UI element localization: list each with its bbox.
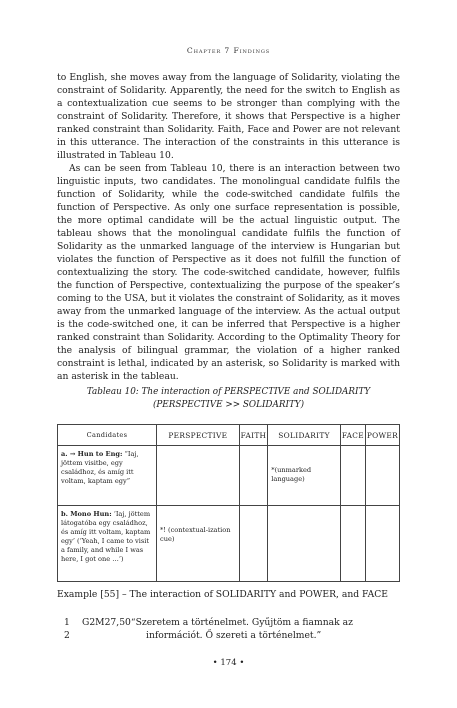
header-solidarity: SOLIDARITY [268, 425, 341, 446]
candidate-a-text: “Iaj, jöttem visitbe, egy családhoz, és amíg itt voltam, kaptam egy” [61, 450, 139, 485]
tableau-row-a [58, 446, 400, 506]
example-title: Example [55] – The interaction of SOLIDARITY and POWER, and FACE [57, 589, 388, 600]
line-number: 2 [64, 630, 70, 641]
header-candidates: Candidates [58, 425, 157, 446]
cell-b-perspective: *! (contextual-ization cue) [157, 506, 240, 582]
header-face: FACE [340, 425, 365, 446]
tableau-caption-line-2: (PERSPECTIVE >> SOLIDARITY) [152, 400, 305, 410]
tableau-header-row [58, 425, 400, 446]
tableau-caption-line-1: Tableau 10: The interaction of PERSPECTIVE and SOLIDARITY [86, 387, 371, 397]
candidate-a-label: a. → Hun to Eng: [61, 450, 123, 458]
candidate-a [58, 446, 157, 506]
example-line-2 [64, 629, 321, 642]
tableau-caption [57, 386, 400, 412]
body-text [57, 71, 400, 383]
cell-a-faith [239, 446, 268, 506]
cell-a-perspective [157, 446, 240, 506]
page-number: • 174 • [212, 658, 245, 668]
example-line-1 [64, 616, 353, 629]
cell-a-solidarity: *(unmarked language) [268, 446, 341, 506]
cell-a-power [365, 446, 399, 506]
header-perspective: PERSPECTIVE [157, 425, 240, 446]
header-faith: FAITH [239, 425, 268, 446]
speaker-code: G2M27,50 [82, 617, 131, 628]
paragraph: As can be seen from Tableau 10, there is an interaction between two linguistic inputs, two candidates. The monolingual candidate fulfils the function of Solidarity, while the code-switched candidate fulfils the function of Perspective. As only one surface representation is possible, the more optimal candidate will be the actual linguistic output. The tableau shows that the monolingual candidate fulfils the function of Solidarity as the unmarked language of the interview is Hungarian but violates the function of Perspective as it does not fulfill the function of contextualizing the story. The code-switched candidate, however, fulfils the function of Perspective, contextualizing the purpose of the speaker’s coming to the USA, but it violates the constraint of Solidarity, as it moves away from the unmarked language of the interview. As the actual output is the code-switched one, it can be inferred that Perspective is a higher ranked constraint than Solidarity. According to the Optimality Theory for the analysis of bilingual grammar, the violation of a higher ranked constraint is lethal, indicated by an asterisk, so Solidarity is marked with an asterisk in the tableau. [57, 163, 400, 382]
cell-b-power [365, 506, 399, 582]
candidate-b-text: ‘Iaj, jöttem látogatóba egy családhoz, és amíg itt voltam, kaptam egy’ (‘Yeah, I came to visit a family, and while I was here, I got one …’) [61, 510, 151, 563]
paragraph: to English, she moves away from the language of Solidarity, violating the constraint of Solidarity. Apparently, the need for the switch to English as a contextualization cue seems to be stronger than complying with the constraint of Solidarity. Therefore, it shows that Perspective is a higher ranked constraint than Solidarity. Faith, Face and Power are not relevant in this utterance. The interaction of the constraints in this utterance is illustrated in Tableau 10. [57, 72, 400, 161]
utterance-text: “Szeretem a történelmet. Gyűjtöm a fiamnak az [130, 617, 353, 628]
line-number: 1 [64, 617, 70, 628]
tableau-row-b [58, 506, 400, 582]
running-head: Chapter 7 Findings [186, 46, 271, 55]
candidate-b-label: b. Mono Hun: [61, 510, 112, 518]
utterance-text: információt. Ő szereti a történelmet.” [146, 630, 322, 641]
ot-tableau [57, 424, 400, 582]
cell-a-face [340, 446, 365, 506]
cell-b-face [340, 506, 365, 582]
cell-b-solidarity [268, 506, 341, 582]
candidate-b [58, 506, 157, 582]
header-power: POWER [365, 425, 399, 446]
cell-b-faith [239, 506, 268, 582]
